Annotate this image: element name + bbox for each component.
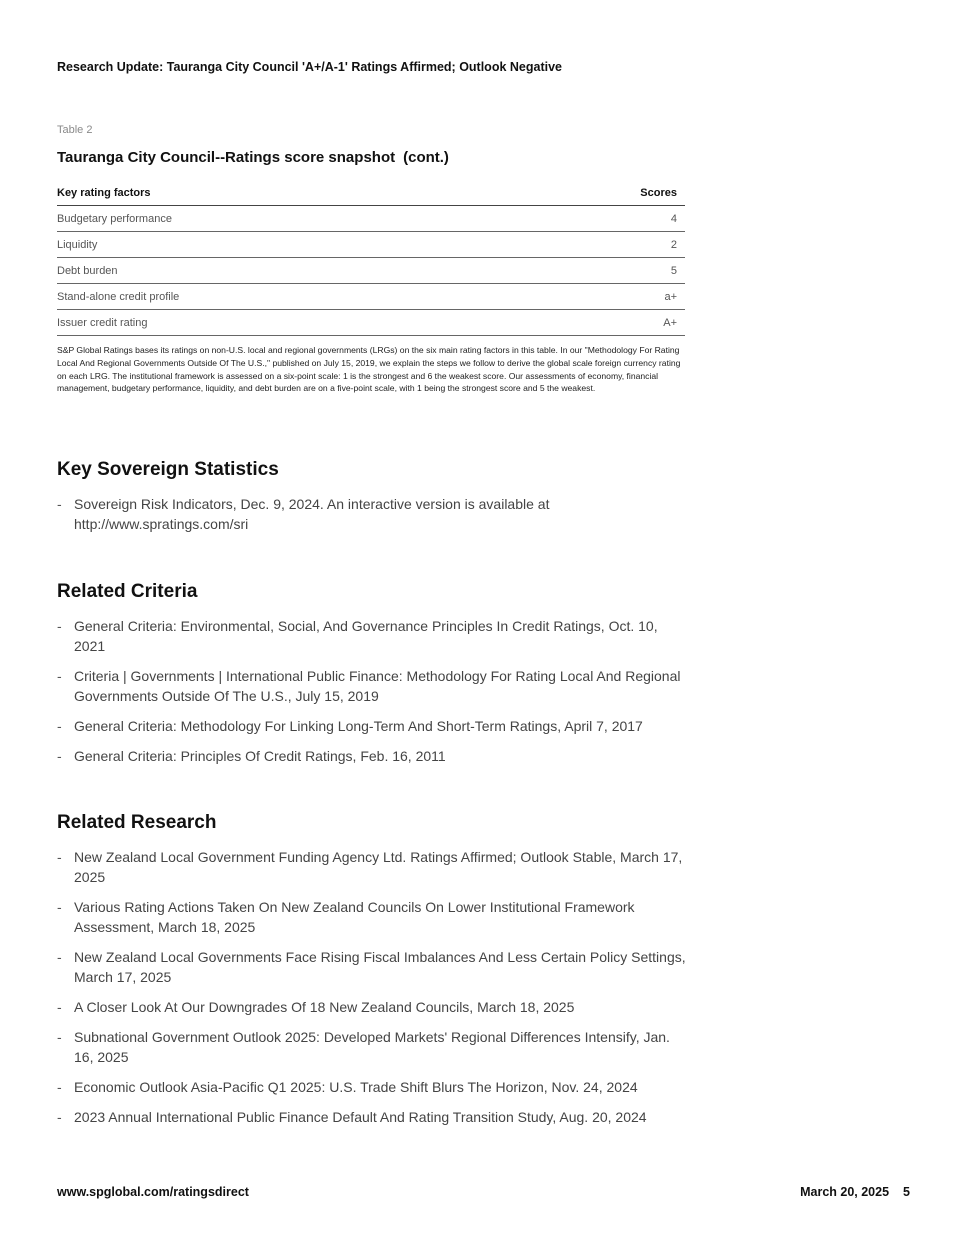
list-item-text: 2023 Annual International Public Finance Default And Rating Transition Study, Aug. 20, 2024 [74,1109,647,1125]
list-item-text: Subnational Government Outlook 2025: Developed Markets' Regional Differences Intensify, Jan. 16, 2025 [74,1029,670,1065]
table-row [57,310,685,336]
section-heading-sovereign: Key Sovereign Statistics [57,459,279,480]
factor-cell: Debt burden [57,258,525,284]
table-row [57,232,685,258]
bullet-dash: - [57,899,62,915]
list-item-text: Various Rating Actions Taken On New Zealand Councils On Lower Institutional Framework Assessment, March 18, 2025 [74,899,635,935]
list-item [57,494,687,534]
table-header-row [57,180,685,206]
bullet-dash: - [57,1079,62,1095]
bullet-dash: - [57,1029,62,1045]
bullet-dash: - [57,718,62,734]
score-cell: 4 [525,206,685,232]
list-item [57,997,687,1017]
table-title-text: Tauranga City Council--Ratings score snapshot [57,149,396,166]
table-label: Table 2 [57,124,93,136]
page-header-title: Research Update: Tauranga City Council 'A+/A-1' Ratings Affirmed; Outlook Negative [57,60,562,74]
section-heading-criteria: Related Criteria [57,581,198,602]
score-cell: 5 [525,258,685,284]
table-title [57,149,449,166]
factor-cell: Stand-alone credit profile [57,284,525,310]
section-heading-research: Related Research [57,812,217,833]
column-header-scores: Scores [525,180,685,206]
table-row [57,284,685,310]
footer-url-link[interactable]: www.spglobal.com/ratingsdirect [57,1185,249,1199]
table-footnote: S&P Global Ratings bases its ratings on non-U.S. local and regional governments (LRGs) on the six main rating factors in this table. In our "Methodology For Rating Local And Regional Governments Outside Of The U.S.," published on July 15, 2019, we explain the steps we follow to derive the global scale foreign currency rating on each LRG. The institutional framework is assessed on a six-point scale: 1 is the strongest and 6 the weakest score. Our assessments of economy, financial management, budgetary performance, liquidity, and debt burden are on a five-point scale, with 1 being the strongest score and 5 the weakest. [57,345,681,394]
list-item [57,1077,687,1097]
list-item [57,1107,687,1127]
list-item [57,716,687,736]
table-row [57,206,685,232]
bullet-dash: - [57,618,62,634]
column-header-factors: Key rating factors [57,180,525,206]
list-item-text: Sovereign Risk Indicators, Dec. 9, 2024. An interactive version is available at http://www.spratings.com/sri [74,496,550,532]
list-item-text: General Criteria: Environmental, Social, And Governance Principles In Credit Ratings, Oct. 10, 2021 [74,618,658,654]
footer-date: March 20, 2025 [800,1185,890,1199]
table-title-suffix: (cont.) [403,149,449,166]
score-cell: A+ [525,310,685,336]
research-list [57,847,687,1137]
criteria-list [57,616,687,776]
list-item-text: Economic Outlook Asia-Pacific Q1 2025: U.S. Trade Shift Blurs The Horizon, Nov. 24, 2024 [74,1079,638,1095]
bullet-dash: - [57,668,62,684]
list-item-text: Criteria | Governments | International Public Finance: Methodology For Rating Local And Regional Governments Outside Of The U.S., July 15, 2019 [74,668,681,704]
page-number: 5 [903,1185,910,1199]
list-item-text: General Criteria: Principles Of Credit Ratings, Feb. 16, 2011 [74,748,446,764]
bullet-dash: - [57,999,62,1015]
bullet-dash: - [57,496,62,512]
bullet-dash: - [57,849,62,865]
footer-date-page [800,1185,910,1199]
list-item [57,1027,687,1067]
list-item [57,666,687,706]
bullet-dash: - [57,949,62,965]
list-item [57,616,687,656]
factor-cell: Budgetary performance [57,206,525,232]
list-item-text: A Closer Look At Our Downgrades Of 18 New Zealand Councils, March 18, 2025 [74,999,575,1015]
score-cell: 2 [525,232,685,258]
bullet-dash: - [57,748,62,764]
factor-cell: Liquidity [57,232,525,258]
list-item-text: General Criteria: Methodology For Linking Long-Term And Short-Term Ratings, April 7, 2017 [74,718,643,734]
list-item-text: New Zealand Local Governments Face Rising Fiscal Imbalances And Less Certain Policy Settings, March 17, 2025 [74,949,686,985]
list-item [57,897,687,937]
table-row [57,258,685,284]
factor-cell: Issuer credit rating [57,310,525,336]
list-item [57,847,687,887]
list-item [57,947,687,987]
bullet-dash: - [57,1109,62,1125]
list-item-text: New Zealand Local Government Funding Agency Ltd. Ratings Affirmed; Outlook Stable, March 17, 2025 [74,849,683,885]
score-cell: a+ [525,284,685,310]
sovereign-list [57,494,687,544]
ratings-score-table [57,180,685,336]
list-item [57,746,687,766]
